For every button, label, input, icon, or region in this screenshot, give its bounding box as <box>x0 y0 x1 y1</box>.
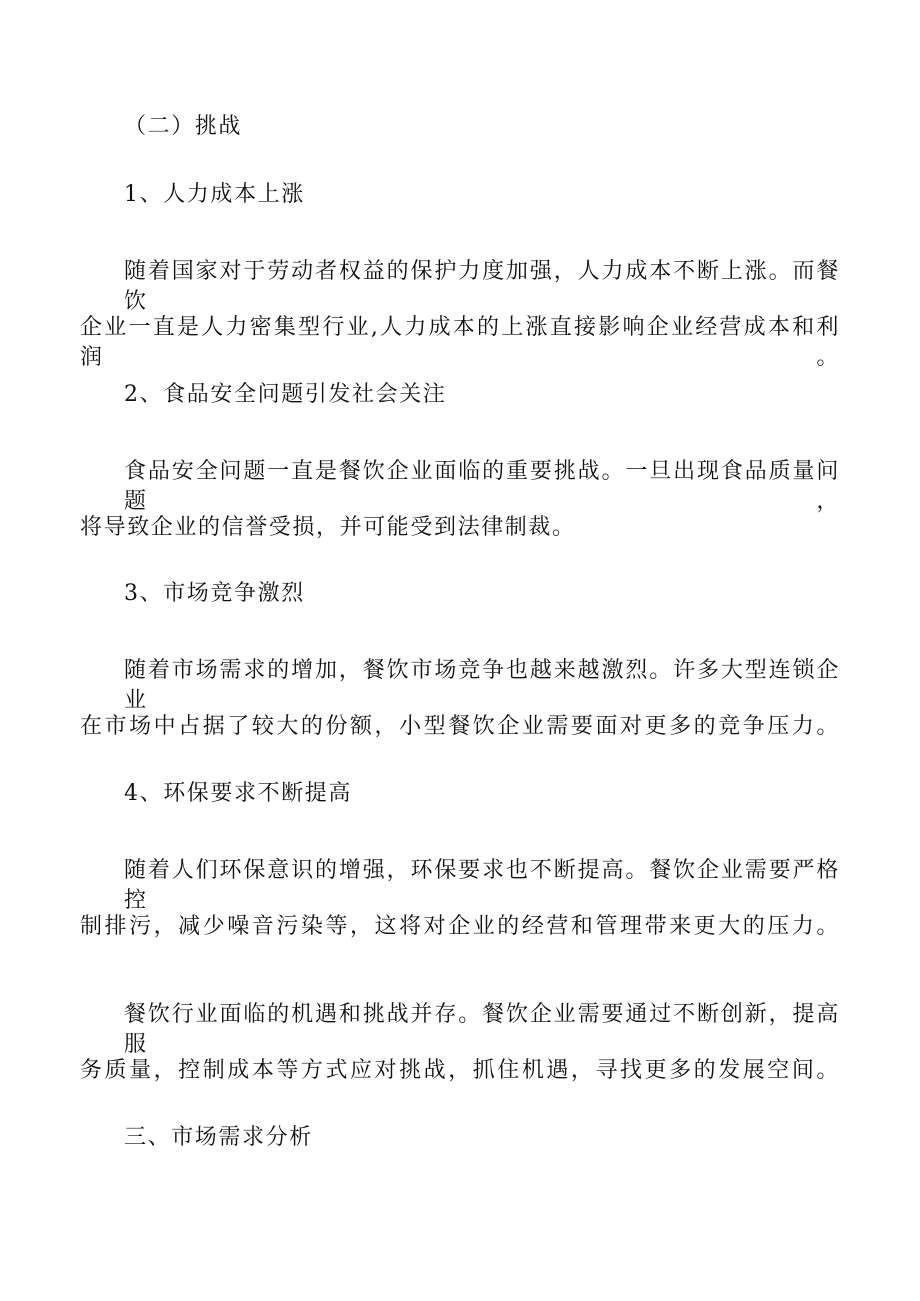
item-3-heading: 3、市场竞争激烈 <box>124 581 305 606</box>
item-4-paragraph-line-2: 制排污，减少噪音污染等，这将对企业的经营和管理带来更大的压力。 <box>80 914 840 939</box>
item-1-heading: 1、人力成本上涨 <box>124 182 305 207</box>
item-1-paragraph-line-2: 企业一直是人力密集型行业,人力成本的上涨直接影响企业经营成本和利润。 <box>80 315 840 370</box>
item-4-heading: 4、环保要求不断提高 <box>124 781 352 806</box>
item-2-paragraph-line-1: 食品安全问题一直是餐饮企业面临的重要挑战。一旦出现食品质量问题， <box>124 459 840 514</box>
item-1-paragraph-line-1: 随着国家对于劳动者权益的保护力度加强，人力成本不断上涨。而餐饮 <box>124 259 840 314</box>
item-3-paragraph-line-2: 在市场中占据了较大的份额，小型餐饮企业需要面对更多的竞争压力。 <box>80 714 840 739</box>
next-section-heading: 三、市场需求分析 <box>124 1125 313 1150</box>
summary-paragraph-line-2: 务质量，控制成本等方式应对挑战，抓住机遇，寻找更多的发展空间。 <box>80 1058 840 1083</box>
item-2-paragraph-line-2: 将导致企业的信誉受损，并可能受到法律制裁。 <box>80 515 576 540</box>
item-3-paragraph-line-1: 随着市场需求的增加，餐饮市场竞争也越来越激烈。许多大型连锁企业 <box>124 658 840 713</box>
item-4-paragraph-line-1: 随着人们环保意识的增强，环保要求也不断提高。餐饮企业需要严格控 <box>124 858 840 913</box>
item-2-heading: 2、食品安全问题引发社会关注 <box>124 382 447 407</box>
section-heading: （二）挑战 <box>124 114 243 139</box>
summary-paragraph-line-1: 餐饮行业面临的机遇和挑战并存。餐饮企业需要通过不断创新，提高服 <box>124 1002 840 1057</box>
